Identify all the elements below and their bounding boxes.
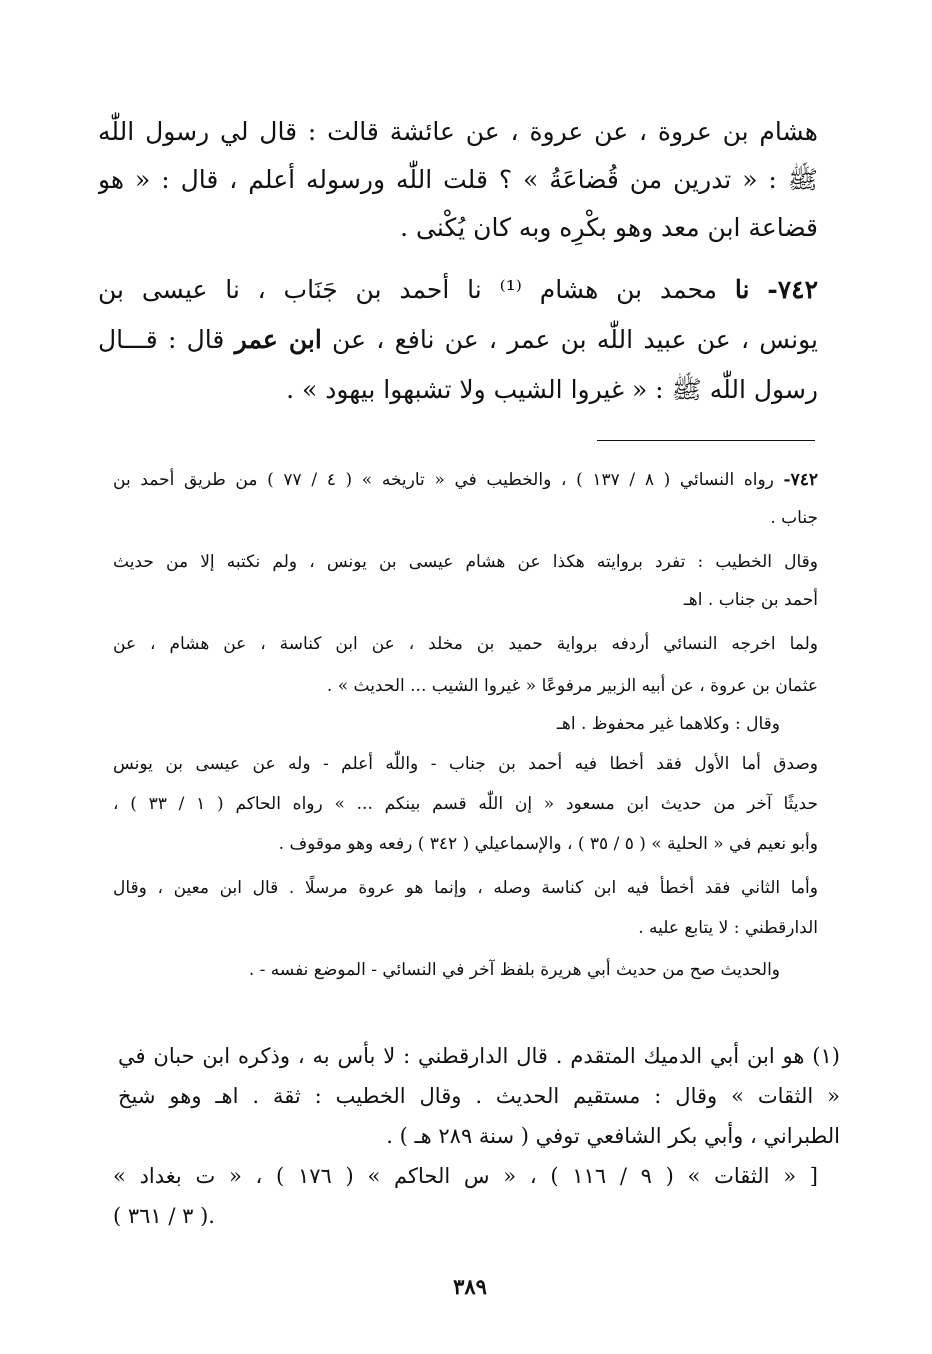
hadith-na: نا (734, 275, 750, 304)
note-line-8: وصدق أما الأول فقد أخطا فيه أحمد بن جناب - واللّٰه أعلم - وله عن عيسى بن يونس (113, 754, 818, 774)
note-line-13: والحديث صح من حديث أبي هريرة بلفظ آخر في النسائي - الموضع نفسه - . (248, 960, 780, 980)
note-line-1 (113, 466, 818, 494)
hadith-companion-name: ابن عمر (234, 325, 322, 354)
note-line-7: وقال : وكلاهما غير محفوظ . اهـ (556, 714, 780, 734)
main-text-line-3: قضاعة ابن معد وهو بكْرِه وبه كان يُكْنى . (400, 213, 818, 242)
hadith-chain-text-2a: يونس ، عن عبيد اللّٰه بن عمر ، عن نافع ، عن (332, 325, 818, 354)
note-line-9: حديثًا آخر من حديث ابن مسعود « إن اللّٰه قسم بينكم ... » رواه الحاكم ( ١ / ٣٣ ) ، (113, 794, 818, 814)
note-line-11: وأما الثاني فقد أخطأ فيه ابن كناسة وصله ، وإنما هو عروة مرسلًا . قال ابن معين ، وقال (113, 878, 818, 898)
note-line-3: وقال الخطيب : تفرد بروايته هكذا عن هشام عيسى بن يونس ، ولم نكتبه إلا من حديث (113, 552, 818, 572)
note-line-5: ولما اخرجه النسائي أردفه برواية حميد بن مخلد ، عن ابن كناسة ، عن هشام ، عن (113, 634, 818, 654)
hadith-number: ٧٤٢- (767, 275, 818, 304)
footnote-line-4: [ « الثقات » ( ٩ / ١١٦ ) ، « س الحاكم » ( ١٧٦ ) ، « ت بغداد » (113, 1164, 818, 1188)
note-line-2: جناب . (770, 508, 818, 528)
main-text-line-1: هشام بن عروة ، عن عروة ، عن عائشة قالت : قال لي رسول اللّٰه (98, 117, 818, 146)
footnote-line-3: الطبراني ، وأبي بكر الشافعي توفي ( سنة ٢٨٩ هـ ) . (386, 1124, 840, 1148)
footnote-line-5: ( ٣ / ٣٦١ ). (113, 1204, 215, 1228)
note-line-6: عثمان بن عروة ، عن أبيه الزبير مرفوعًا « غيروا الشيب ... الحديث » . (326, 676, 818, 696)
main-text-line-2: ﷺ : « تدرين من قُضاعَةُ » ؟ قلت اللّٰه ورسوله أعلم ، قال : « هو (98, 165, 818, 194)
section-divider (597, 440, 815, 441)
note-line-12: الدارقطني : لا يتابع عليه . (638, 918, 818, 938)
page-number: ٣٨٩ (453, 1274, 487, 1299)
footnote-line-2: « الثقات » وقال : مستقيم الحديث . وقال الخطيب : ثقة . اهـ وهو شيخ (118, 1084, 840, 1108)
hadith-742-line-1 (98, 270, 818, 310)
hadith-chain-text-2b: قال : قـــال (98, 325, 225, 354)
hadith-742-line-2 (98, 320, 818, 360)
hadith-chain-text: محمد بن هشام ⁽¹⁾ نا أحمد بن جَنَاب ، نا عيسى بن (98, 275, 718, 304)
note-line-1-text: رواه النسائي ( ٨ / ١٣٧ ) ، والخطيب في « تاريخه » ( ٤ / ٧٧ ) من طريق أحمد بن (113, 470, 774, 490)
note-line-4: أحمد بن جناب . اهـ (683, 590, 818, 610)
note-number: ٧٤٢- (783, 470, 818, 490)
note-line-10: وأبو نعيم في « الحلية » ( ٥ / ٣٥ ) ، والإسماعيلي ( ٣٤٢ ) رفعه وهو موقوف . (278, 834, 818, 854)
hadith-742-line-3: رسول اللّٰه ﷺ : « غيروا الشيب ولا تشبهوا بيهود » . (286, 375, 818, 404)
footnote-line-1: (١) هو ابن أبي الدميك المتقدم . قال الدارقطني : لا بأس به ، وذكره ابن حبان في (118, 1044, 840, 1068)
